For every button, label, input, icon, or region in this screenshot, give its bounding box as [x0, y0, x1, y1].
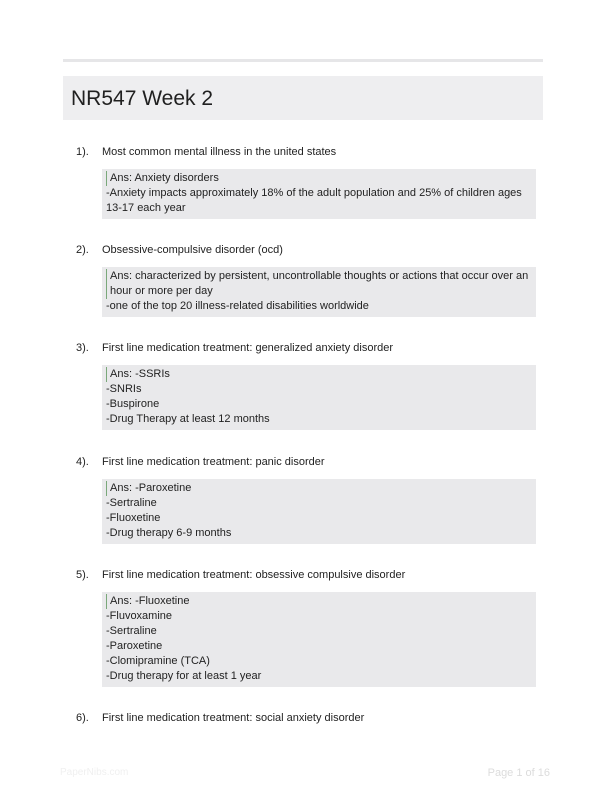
question-number: 1).: [76, 146, 89, 158]
answer-line: Ans: -SSRIs: [106, 367, 532, 382]
answer-box: [102, 365, 536, 430]
answer-box: [102, 479, 536, 544]
question-text: Obsessive-compulsive disorder (ocd): [102, 244, 283, 256]
answer-line: -Buspirone: [106, 398, 160, 410]
top-divider: [63, 59, 543, 62]
watermark-text: PaperNibs.com: [60, 767, 129, 778]
title-band: [63, 76, 543, 120]
answer-line: -Drug therapy for at least 1 year: [106, 670, 262, 682]
question-number: 4).: [76, 456, 89, 468]
answer-box: [102, 592, 536, 687]
answer-box: [102, 169, 536, 219]
answer-line: Ans: -Paroxetine: [106, 481, 532, 496]
answer-line: -one of the top 20 illness-related disabilities worldwide: [106, 300, 369, 312]
question-text: First line medication treatment: generalized anxiety disorder: [102, 342, 394, 354]
page-title: NR547 Week 2: [71, 87, 214, 110]
question-number: 6).: [76, 712, 89, 724]
question-text: First line medication treatment: panic disorder: [102, 456, 325, 468]
question-text: Most common mental illness in the united states: [102, 146, 337, 158]
answer-line: -Drug therapy 6-9 months: [106, 527, 232, 539]
answer-line: -SNRIs: [106, 383, 142, 395]
answer-box: [102, 267, 536, 317]
answer-line: Ans: -Fluoxetine: [106, 594, 532, 609]
question-text: First line medication treatment: social anxiety disorder: [102, 712, 365, 724]
answer-line: -Sertraline: [106, 497, 157, 509]
answer-line: -Paroxetine: [106, 640, 163, 652]
answer-line: -Clomipramine (TCA): [106, 655, 210, 667]
answer-line: Ans: Anxiety disorders: [106, 171, 532, 186]
question-text: First line medication treatment: obsessive compulsive disorder: [102, 569, 406, 581]
answer-line: -Fluoxetine: [106, 512, 161, 524]
question-number: 5).: [76, 569, 89, 581]
answer-line: Ans: characterized by persistent, uncontrollable thoughts or actions that occur over an hour or more per day: [106, 269, 532, 299]
page-number: Page 1 of 16: [487, 767, 550, 779]
question-number: 2).: [76, 244, 89, 256]
answer-line: -Drug Therapy at least 12 months: [106, 413, 270, 425]
answer-line: -Anxiety impacts approximately 18% of the adult population and 25% of children ages 13-17 each year: [106, 187, 522, 214]
question-number: 3).: [76, 342, 89, 354]
answer-line: -Sertraline: [106, 625, 157, 637]
answer-line: -Fluvoxamine: [106, 610, 173, 622]
